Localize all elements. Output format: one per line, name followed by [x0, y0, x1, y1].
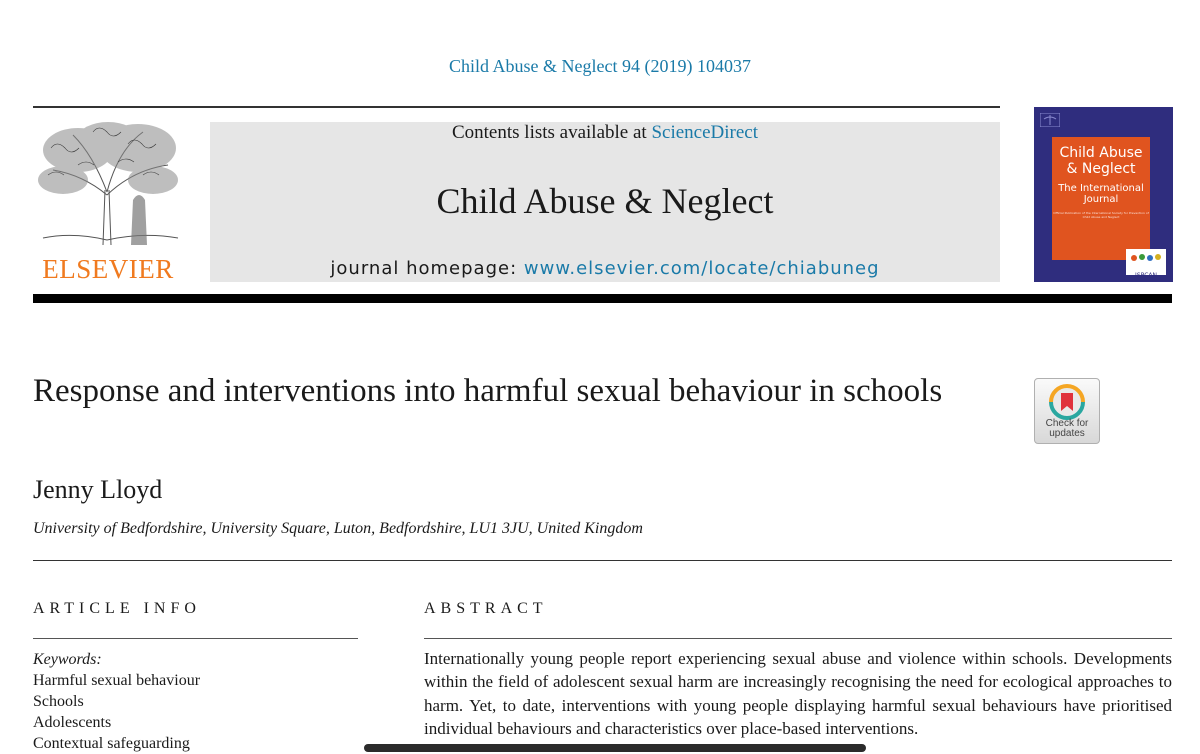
cover-title-panel: [1052, 137, 1150, 260]
contents-line: [210, 122, 1000, 144]
keyword-item: Harmful sexual behaviour: [33, 672, 201, 689]
cover-small-print: Official Publication of the International Society for Prevention of Child Abuse and Neglect: [1053, 211, 1149, 219]
horizontal-scrollbar[interactable]: [364, 744, 866, 752]
keyword-item: Contextual safeguarding: [33, 735, 190, 752]
ispcan-label: ISPCAN: [1135, 272, 1157, 279]
keyword-item: Adolescents: [33, 714, 112, 731]
cover-subtitle: The International Journal: [1058, 183, 1144, 205]
elsevier-tree-icon: [33, 120, 183, 250]
journal-banner: [210, 122, 1000, 282]
abstract-rule: [424, 638, 1172, 639]
banner-thick-rule: [33, 294, 1172, 303]
abstract-heading: ABSTRACT: [424, 600, 548, 617]
article-info-rule: [33, 638, 358, 639]
article-title: Response and interventions into harmful sexual behaviour in schools: [33, 373, 943, 409]
cover-publisher-icon: [1040, 113, 1060, 127]
journal-title: Child Abuse & Neglect: [436, 181, 774, 221]
homepage-line: [210, 258, 1000, 279]
homepage-link[interactable]: www.elsevier.com/locate/chiabuneg: [523, 258, 880, 279]
ispcan-logo-icon: [1126, 249, 1166, 267]
sciencedirect-link[interactable]: ScienceDirect: [651, 122, 759, 143]
author-name[interactable]: Jenny Lloyd: [33, 475, 163, 504]
keyword-item: Schools: [33, 693, 84, 710]
keywords-label: Keywords:: [33, 651, 102, 668]
abstract-text: Internationally young people report experiencing sexual abuse and violence within schools. Developments within the field of adolescent sexual harm are increasingly recognising the need for ecological approaches to harm. Yet, to date, interventions with young people displaying harmful sexual behaviours have prioritised individual behaviours and characteristics over place-based interventions.: [424, 649, 1172, 739]
header-divider: [33, 106, 1000, 108]
journal-cover[interactable]: [1034, 107, 1173, 282]
check-updates-icon: [1049, 384, 1085, 420]
ispcan-badge: [1126, 249, 1166, 279]
elsevier-logo[interactable]: [33, 120, 183, 282]
contents-prefix: Contents lists available at: [451, 122, 652, 143]
elsevier-wordmark: ELSEVIER: [42, 254, 174, 284]
keywords-block: [33, 649, 363, 754]
check-updates-label: Check for updates: [1045, 418, 1089, 439]
author-affiliation: University of Bedfordshire, University Square, Luton, Bedfordshire, LU1 3JU, United Kingdom: [33, 520, 643, 537]
journal-citation[interactable]: Child Abuse & Neglect 94 (2019) 104037: [449, 56, 751, 76]
section-divider: [33, 560, 1172, 561]
check-for-updates-button[interactable]: [1034, 378, 1100, 444]
cover-title: Child Abuse & Neglect: [1059, 145, 1143, 177]
homepage-prefix: journal homepage:: [330, 258, 524, 279]
article-info-heading: ARTICLE INFO: [33, 600, 201, 617]
